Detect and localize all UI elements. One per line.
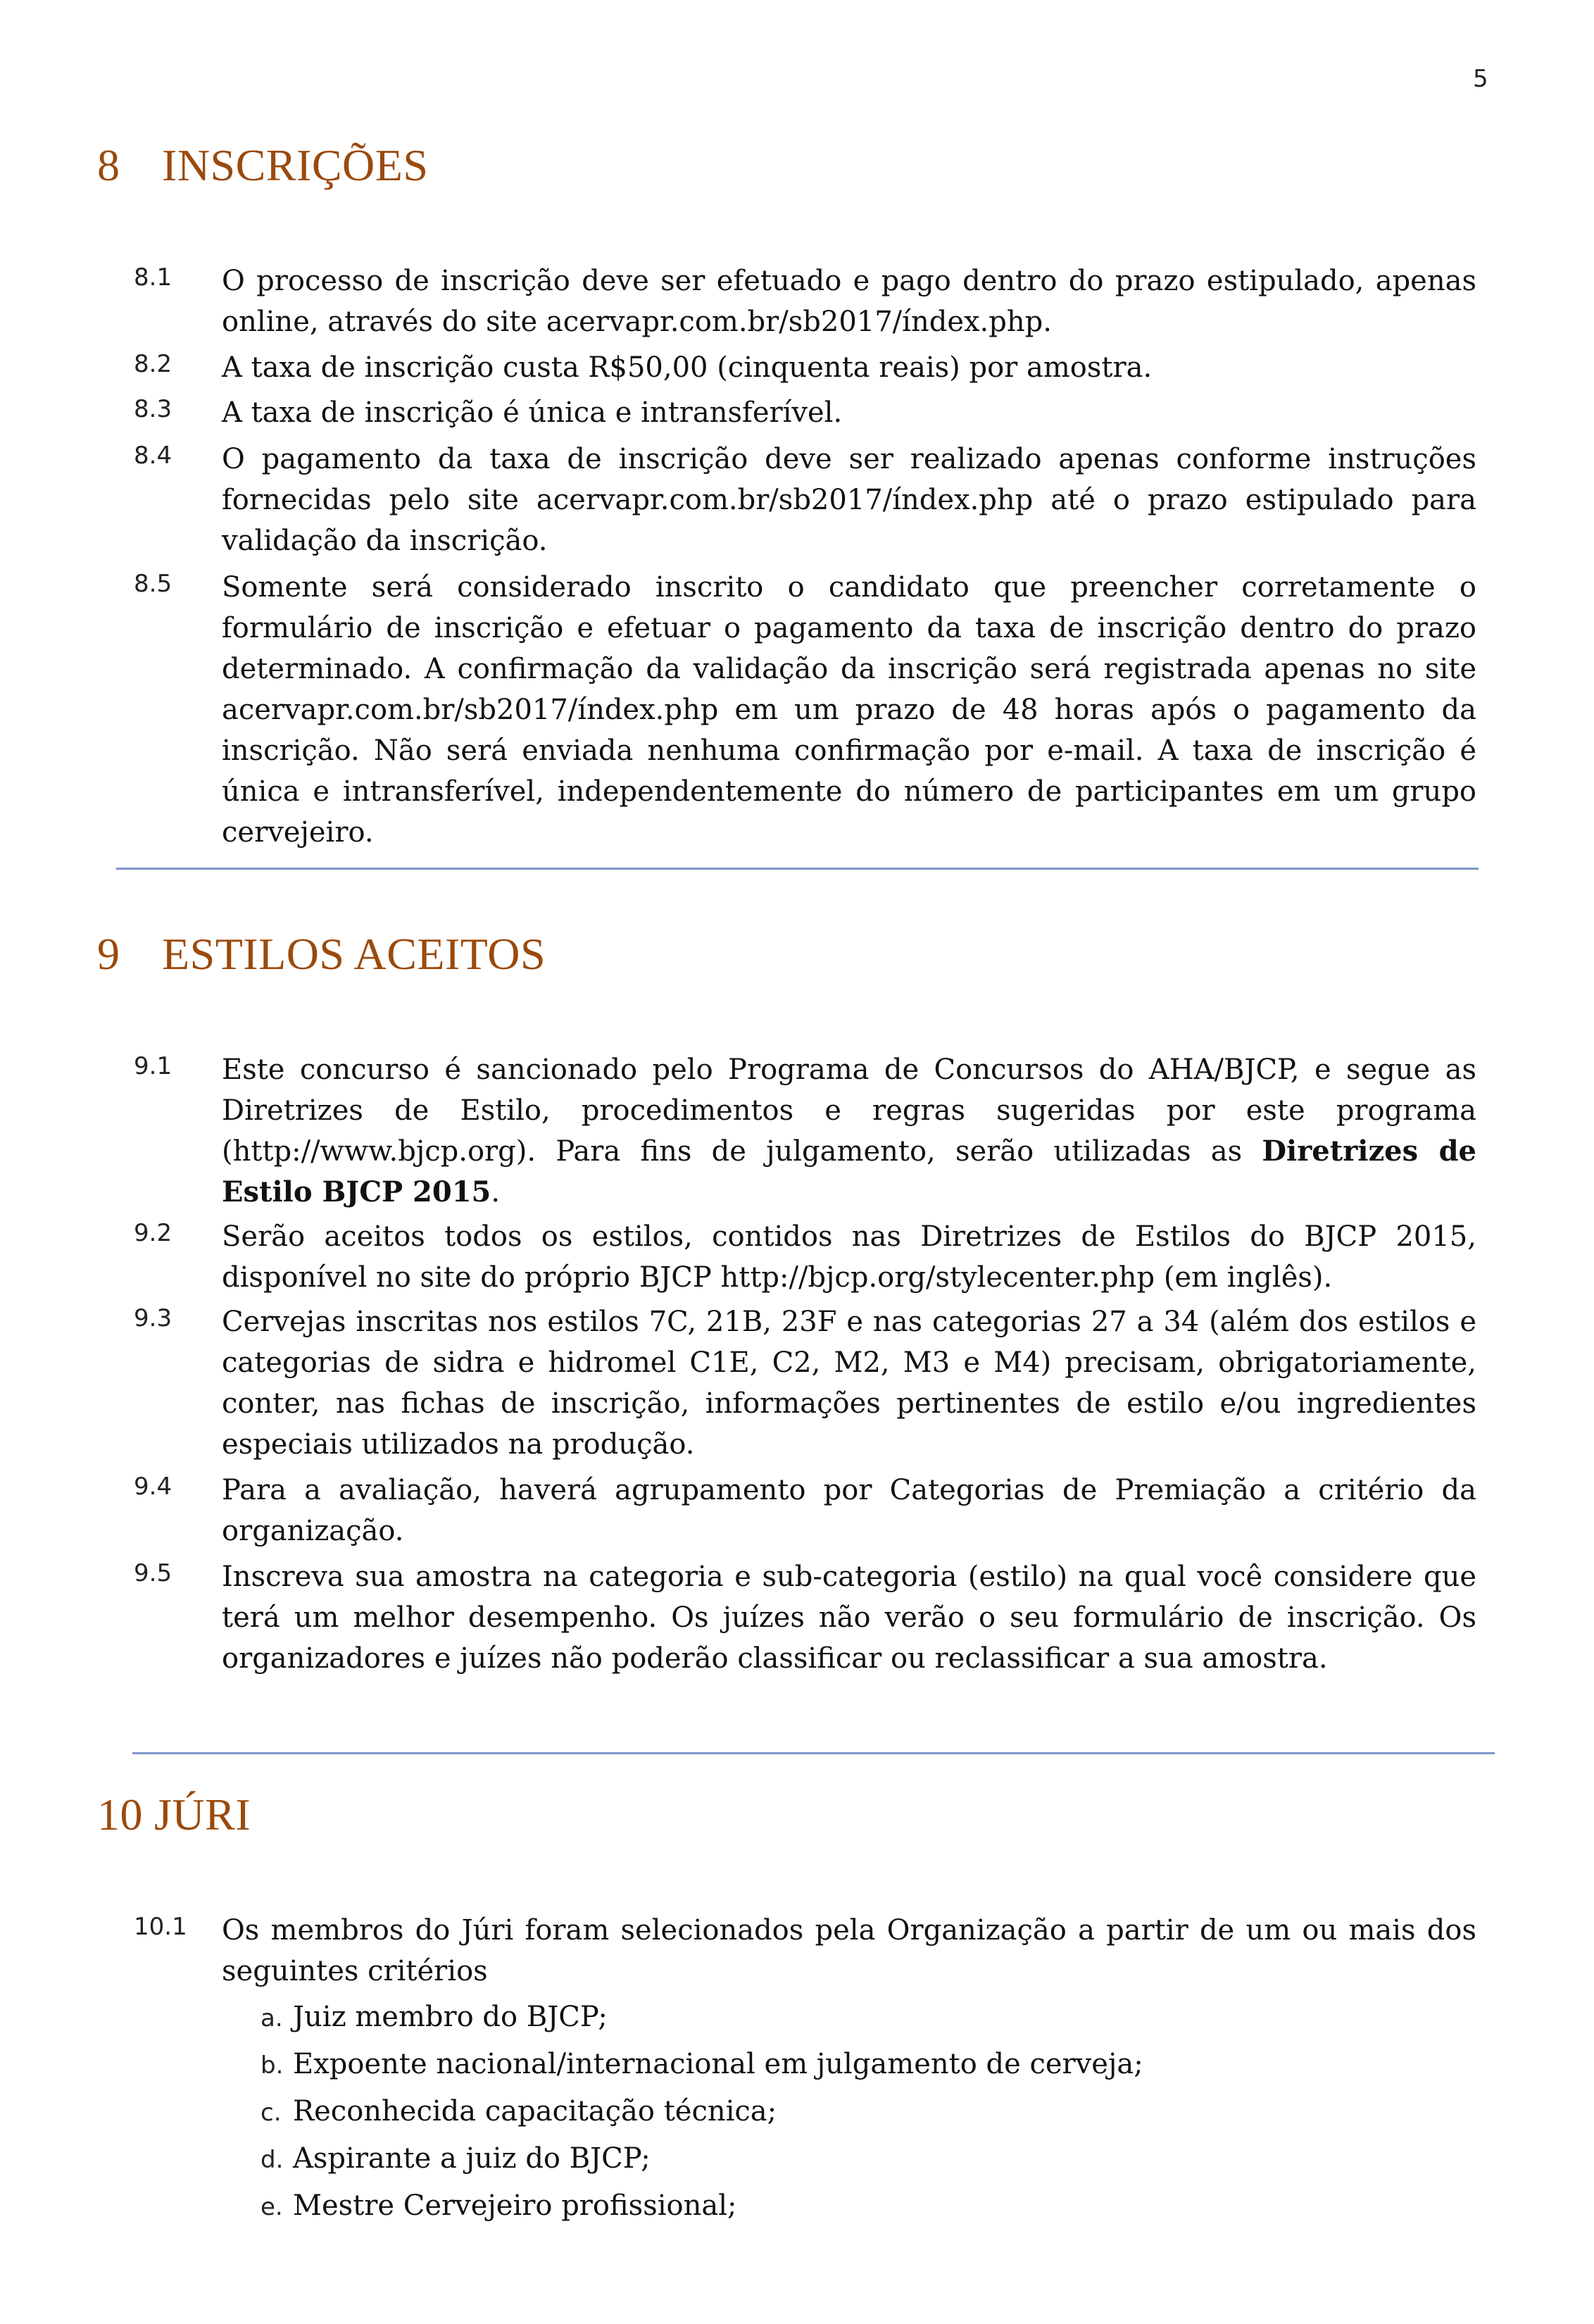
item-number: 8.5: [134, 570, 172, 598]
item-number: 9.1: [134, 1052, 172, 1080]
item-text-bold: Diretrizes de Estilo BJCP 2015: [222, 1135, 1476, 1208]
item-text-part: .: [491, 1176, 501, 1208]
item-text: Os membros do Júri foram selecionados pela Organização a partir de um ou mais dos seguintes critérios: [222, 1914, 1476, 1987]
item-number: 8.2: [134, 350, 172, 378]
sub-item-text: Reconhecida capacitação técnica;: [293, 2095, 777, 2128]
item-text-part: Este concurso é sancionado pelo Programa de Concursos do AHA/BJCP, e segue as Diretrizes de Estilo, procedimentos e regras sugeridas por este programa (http://www.bjcp.org). Para fins de julgamento, serão utilizadas as: [222, 1054, 1476, 1168]
section-divider: [116, 868, 1479, 870]
item-text: O pagamento da taxa de inscrição deve ser realizado apenas conforme instruções fornecidas pelo site acervapr.com.br/sb2017/índex.php até o prazo estipulado para validação da inscrição.: [222, 443, 1476, 557]
list-item: [134, 1216, 1479, 1298]
page-number: 5: [1473, 65, 1488, 93]
item-text: A taxa de inscrição custa R$50,00 (cinquenta reais) por amostra.: [222, 351, 1153, 384]
list-item: [134, 1301, 1479, 1465]
item-text: Inscreva sua amostra na categoria e sub-categoria (estilo) na qual você considere que terá um melhor desempenho. Os juízes não verão o seu formulário de inscrição. Os organizadores e juízes não poderão classificar ou reclassificar a sua amostra.: [222, 1561, 1476, 1675]
list-item: [134, 392, 1479, 433]
sub-item-letter: a.: [261, 2004, 283, 2032]
sub-list-item: [261, 2138, 1457, 2179]
item-text: A taxa de inscrição é única e intransferível.: [222, 396, 843, 429]
section-8-heading: [97, 139, 428, 192]
item-number: 8.3: [134, 395, 172, 423]
section-9-number: 9: [97, 929, 120, 979]
item-number: 8.1: [134, 263, 172, 292]
section-8-title: INSCRIÇÕES: [162, 140, 429, 190]
item-number: 9.4: [134, 1473, 172, 1501]
list-item: [134, 567, 1479, 853]
item-text: Para a avaliação, haverá agrupamento por Categorias de Premiação a critério da organização.: [222, 1474, 1476, 1547]
item-text: Serão aceitos todos os estilos, contidos nas Diretrizes de Estilos do BJCP 2015, disponível no site do próprio BJCP http://bjcp.org/stylecenter.php (em inglês).: [222, 1220, 1476, 1294]
sub-list-item: [261, 2044, 1457, 2085]
list-item: [134, 1470, 1479, 1551]
item-number: 10.1: [134, 1913, 187, 1941]
section-10-number: 10: [97, 1789, 143, 1839]
item-number: 8.4: [134, 442, 172, 470]
section-10-heading: [97, 1789, 251, 1841]
sub-item-text: Aspirante a juiz do BJCP;: [293, 2142, 651, 2175]
section-divider: [132, 1752, 1495, 1754]
sub-item-letter: d.: [261, 2146, 284, 2174]
sub-list-item: [261, 2091, 1457, 2132]
section-10-title: JÚRI: [154, 1789, 251, 1839]
list-item: [134, 1910, 1479, 1992]
section-9-heading: [97, 928, 546, 980]
item-number: 9.3: [134, 1304, 172, 1332]
item-text: Somente será considerado inscrito o candidato que preencher corretamente o formulário de inscrição e efetuar o pagamento da taxa de inscrição dentro do prazo determinado. A confirmação da validação da inscrição será registrada apenas no site acervapr.com.br/sb2017/índex.php em um prazo de 48 horas após o pagamento da inscrição. Não será enviada nenhuma confirmação por e-mail. A taxa de inscrição é única e intransferível, independentemente do número de participantes em um grupo cervejeiro.: [222, 571, 1476, 849]
sub-list-item: [261, 1997, 1457, 2037]
item-number: 9.5: [134, 1559, 172, 1587]
sub-list-item: [261, 2185, 1457, 2226]
list-item: [134, 439, 1479, 561]
section-9-title: ESTILOS ACEITOS: [162, 929, 546, 979]
list-item: [134, 1049, 1479, 1213]
sub-item-letter: c.: [261, 2099, 282, 2127]
sub-item-text: Expoente nacional/internacional em julgamento de cerveja;: [293, 2048, 1143, 2080]
item-number: 9.2: [134, 1219, 172, 1247]
item-text: O processo de inscrição deve ser efetuado e pago dentro do prazo estipulado, apenas online, através do site acervapr.com.br/sb2017/índex.php.: [222, 265, 1476, 338]
list-item: [134, 347, 1479, 388]
sub-item-letter: b.: [261, 2051, 284, 2080]
sub-item-text: Mestre Cervejeiro profissional;: [293, 2189, 737, 2222]
item-text: [222, 1049, 1476, 1213]
section-8-number: 8: [97, 140, 120, 190]
item-text: Cervejas inscritas nos estilos 7C, 21B, 23F e nas categorias 27 a 34 (além dos estilos e categorias de sidra e hidromel C1E, C2, M2, M3 e M4) precisam, obrigatoriamente, conter, nas fichas de inscrição, informações pertinentes de estilo e/ou ingredientes especiais utilizados na produção.: [222, 1306, 1476, 1461]
list-item: [134, 1556, 1479, 1679]
sub-item-letter: e.: [261, 2193, 283, 2221]
sub-item-text: Juiz membro do BJCP;: [293, 2001, 608, 2033]
list-item: [134, 261, 1479, 342]
